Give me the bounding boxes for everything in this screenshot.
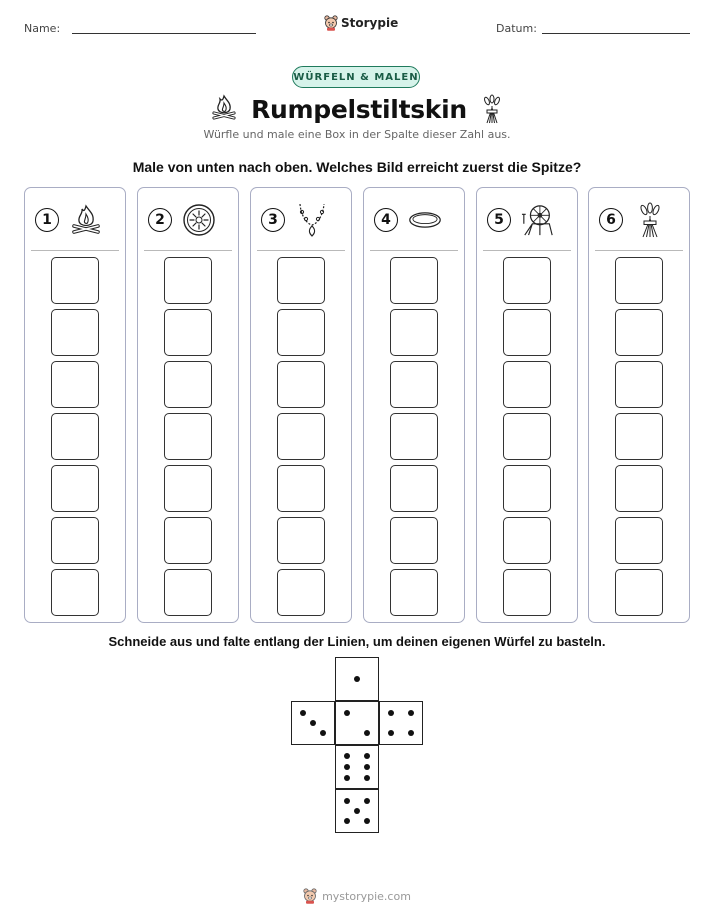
color-box[interactable]	[164, 257, 212, 304]
instruction-text: Male von unten nach oben. Welches Bild erreicht zuerst die Spitze?	[132, 159, 582, 175]
footer-url[interactable]: mystorypie.com	[322, 889, 411, 903]
color-box[interactable]	[615, 361, 663, 408]
column-number: 6	[599, 208, 623, 232]
column-header	[148, 200, 232, 240]
color-box[interactable]	[277, 517, 325, 564]
column-1	[24, 187, 126, 623]
color-box[interactable]	[615, 309, 663, 356]
column-header	[261, 200, 345, 240]
color-box[interactable]	[390, 569, 438, 616]
color-box[interactable]	[503, 413, 551, 460]
name-label: Name:	[24, 22, 61, 35]
column-number: 5	[487, 208, 511, 232]
color-box[interactable]	[615, 517, 663, 564]
color-box[interactable]	[503, 517, 551, 564]
color-box[interactable]	[277, 569, 325, 616]
color-box[interactable]	[277, 309, 325, 356]
color-box[interactable]	[390, 257, 438, 304]
color-box[interactable]	[503, 257, 551, 304]
color-box[interactable]	[51, 309, 99, 356]
footer	[0, 884, 714, 908]
die-face-2	[335, 701, 379, 745]
necklace-icon	[295, 203, 329, 237]
die-pip	[354, 808, 360, 814]
die-pip	[364, 764, 370, 770]
die-pip	[344, 818, 350, 824]
column-number: 1	[35, 208, 59, 232]
wheat-sheaf-icon	[633, 203, 667, 237]
coin-icon	[182, 203, 216, 237]
die-face-5	[335, 789, 379, 833]
color-box[interactable]	[615, 413, 663, 460]
die-pip	[344, 710, 350, 716]
color-box[interactable]	[503, 569, 551, 616]
color-box[interactable]	[277, 465, 325, 512]
color-box[interactable]	[164, 569, 212, 616]
page-subtitle: Würfle und male eine Box in der Spalte dieser Zahl aus.	[203, 128, 511, 141]
column-number: 4	[374, 208, 398, 232]
bear-icon	[324, 15, 338, 31]
column-header	[35, 200, 119, 240]
die-face-6	[335, 745, 379, 789]
color-box[interactable]	[390, 413, 438, 460]
die-pip	[320, 730, 326, 736]
column-number: 2	[148, 208, 172, 232]
die-pip	[310, 720, 316, 726]
color-box[interactable]	[164, 361, 212, 408]
color-box[interactable]	[615, 465, 663, 512]
color-box[interactable]	[164, 413, 212, 460]
die-pip	[344, 775, 350, 781]
column-number: 3	[261, 208, 285, 232]
date-label: Datum:	[496, 22, 537, 35]
campfire-icon	[69, 203, 103, 237]
cut-instruction: Schneide aus und falte entlang der Linien, um deinen eigenen Würfel zu basteln.	[108, 634, 606, 649]
die-pip	[344, 798, 350, 804]
dice-columns	[24, 187, 690, 623]
color-box[interactable]	[390, 361, 438, 408]
color-box[interactable]	[164, 465, 212, 512]
color-box[interactable]	[503, 465, 551, 512]
color-box[interactable]	[277, 413, 325, 460]
color-box[interactable]	[277, 257, 325, 304]
die-pip	[344, 753, 350, 759]
campfire-icon	[211, 94, 237, 124]
die-pip	[388, 730, 394, 736]
column-6	[588, 187, 690, 623]
color-box[interactable]	[503, 309, 551, 356]
spinning-wheel-icon	[521, 203, 555, 237]
color-box[interactable]	[164, 309, 212, 356]
column-2	[137, 187, 239, 623]
color-box[interactable]	[51, 361, 99, 408]
color-box[interactable]	[51, 465, 99, 512]
worksheet-header	[0, 14, 714, 44]
brand-logo	[324, 14, 398, 32]
column-3	[250, 187, 352, 623]
ring-icon	[408, 203, 442, 237]
color-box[interactable]	[615, 257, 663, 304]
die-face-1	[335, 657, 379, 701]
die-pip	[408, 730, 414, 736]
die-pip	[300, 710, 306, 716]
die-face-4	[379, 701, 423, 745]
date-line[interactable]	[542, 33, 690, 34]
die-face-3	[291, 701, 335, 745]
color-box[interactable]	[390, 517, 438, 564]
die-pip	[344, 764, 350, 770]
color-box[interactable]	[51, 517, 99, 564]
color-box[interactable]	[503, 361, 551, 408]
title-row	[0, 90, 714, 128]
wheat-sheaf-icon	[481, 94, 503, 124]
color-box[interactable]	[51, 569, 99, 616]
activity-badge: WÜRFELN & MALEN	[292, 66, 420, 88]
die-pip	[408, 710, 414, 716]
brand-name: Storypie	[341, 16, 399, 30]
color-box[interactable]	[51, 257, 99, 304]
name-line[interactable]	[72, 33, 256, 34]
bear-icon	[303, 888, 317, 904]
die-pip	[364, 753, 370, 759]
die-pip	[354, 676, 360, 682]
color-box[interactable]	[164, 517, 212, 564]
die-pip	[364, 818, 370, 824]
die-pip	[364, 775, 370, 781]
column-header	[374, 200, 458, 240]
color-box[interactable]	[390, 309, 438, 356]
color-box[interactable]	[51, 413, 99, 460]
column-header	[487, 200, 571, 240]
column-4	[363, 187, 465, 623]
color-box[interactable]	[615, 569, 663, 616]
page-title: Rumpelstiltskin	[251, 94, 467, 124]
die-pip	[388, 710, 394, 716]
color-box[interactable]	[277, 361, 325, 408]
die-pip	[364, 798, 370, 804]
color-box[interactable]	[390, 465, 438, 512]
column-5	[476, 187, 578, 623]
column-header	[599, 200, 683, 240]
die-pip	[364, 730, 370, 736]
